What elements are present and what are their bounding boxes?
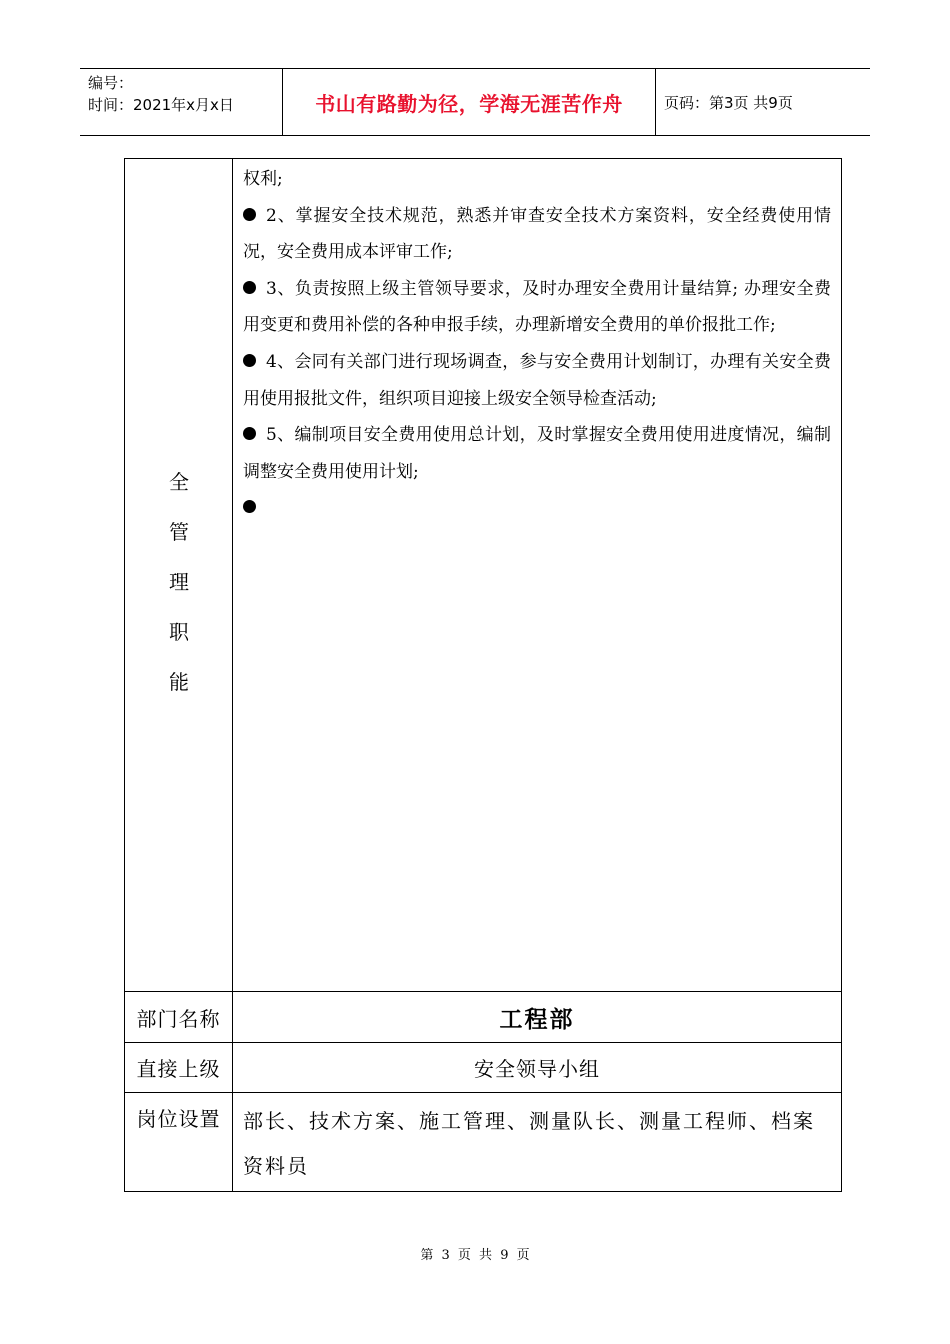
superior-label: 直接上级 [125, 1043, 233, 1092]
bullet-icon [243, 354, 256, 367]
duties-paragraph [243, 490, 831, 527]
duties-vertical-label [125, 457, 233, 707]
duties-label-cell [125, 159, 233, 991]
duties-label-char: 全 [169, 470, 189, 494]
department-table [124, 158, 842, 1192]
duties-content [233, 159, 841, 991]
positions-label: 岗位设置 [125, 1093, 233, 1191]
duties-paragraph-text: 2、掌握安全技术规范，熟悉并审查安全技术方案资料，安全经费使用情况，安全费用成本评审工作; [243, 205, 831, 263]
duties-label-char: 管 [169, 520, 189, 544]
department-name: 工程部 [499, 1006, 575, 1033]
superior-row [125, 1042, 841, 1092]
duties-label-char: 能 [169, 670, 189, 694]
duties-paragraph [243, 417, 831, 490]
superior-name: 安全领导小组 [474, 1057, 600, 1081]
bullet-icon [243, 500, 256, 513]
duties-label-char: 职 [169, 620, 189, 644]
duties-paragraph-text: 3、负责按照上级主管领导要求，及时办理安全费用计量结算; 办理安全费用变更和费用补偿的各种申报手续，办理新增安全费用的单价报批工作; [243, 278, 831, 336]
header-meta [80, 69, 282, 135]
duties-label-char: 理 [169, 570, 189, 594]
bullet-icon [243, 208, 256, 221]
department-label: 部门名称 [125, 992, 233, 1042]
duties-paragraph [243, 344, 831, 417]
page-header [80, 68, 870, 136]
duties-paragraph [243, 271, 831, 344]
duties-paragraph-text: 权利; [243, 169, 283, 189]
duties-row [125, 159, 841, 991]
duties-paragraph-text: 4、会同有关部门进行现场调查，参与安全费用计划制订，办理有关安全费用使用报批文件，组织项目迎接上级安全领导检查活动; [243, 351, 831, 409]
department-row [125, 991, 841, 1042]
page-footer: 第 3 页 共 9 页 [420, 1248, 530, 1263]
duties-paragraph [243, 198, 831, 271]
header-page-info: 页码：第3页 共9页 [664, 93, 793, 112]
bullet-icon [243, 427, 256, 440]
duties-paragraph-text: 5、编制项目安全费用使用总计划，及时掌握安全费用使用进度情况，编制调整安全费用使用计划; [243, 425, 831, 482]
duties-paragraph [243, 161, 831, 198]
bullet-icon [243, 281, 256, 294]
header-page-info-cell [656, 69, 870, 135]
header-motto: 书山有路勤为径，学海无涯苦作舟 [315, 91, 623, 116]
document-number-label: 编号： [88, 74, 134, 92]
positions-list: 部长、技术方案、施工管理、测量队长、测量工程师、档案资料员 [243, 1109, 815, 1178]
positions-row [125, 1092, 841, 1191]
document-time-label: 时间：2021年x月x日 [88, 96, 234, 114]
header-motto-cell [282, 69, 656, 135]
